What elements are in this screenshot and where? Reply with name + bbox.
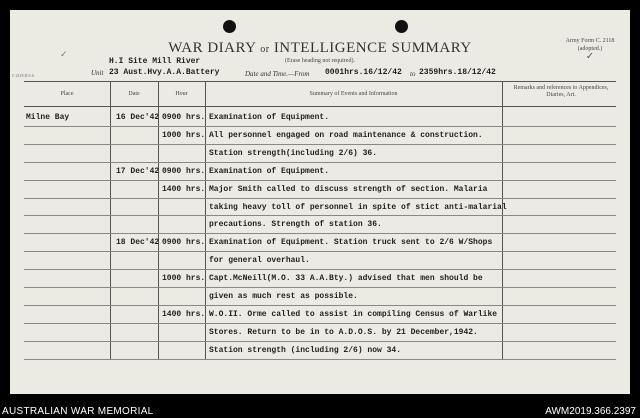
row-rule: [24, 198, 616, 199]
col-head-remarks: Remarks and references to Appendices, Diaries, Art.: [513, 85, 609, 98]
army-form-number: Army Form C. 2118: [565, 38, 615, 44]
title-war-diary: WAR DIARY: [168, 40, 256, 56]
col-sep-date: [158, 81, 159, 359]
date-to: 2359hrs.18/12/42: [419, 68, 496, 77]
title-intelligence-summary: INTELLIGENCE SUMMARY: [273, 40, 472, 56]
row-place: Milne Bay: [26, 113, 70, 122]
footer-accession-number: AWM2019.366.2397: [545, 406, 636, 417]
date-time-label: Date and Time.—From: [245, 70, 310, 78]
row-rule: [24, 251, 616, 252]
row-rule: [24, 180, 616, 181]
row-summary: Stores. Return to be in to A.D.O.S. by 21 December,1942.: [209, 327, 478, 337]
form-title: [10, 40, 630, 57]
row-date: 16 Dec'42: [116, 113, 160, 122]
row-hour: 1000 hrs.: [162, 130, 206, 140]
row-rule: [24, 215, 616, 216]
row-summary: taking heavy toll of personnel in spite of stict anti-malarial: [209, 202, 507, 212]
row-rule: [24, 323, 616, 324]
row-rule: [24, 126, 616, 127]
row-rule: [24, 359, 616, 360]
row-hour: 0900 hrs.: [162, 113, 206, 122]
army-form-block: [555, 37, 625, 61]
title-or: or: [260, 44, 270, 55]
row-summary: Major Smith called to discuss strength of section. Malaria: [209, 184, 488, 194]
col-head-summary: Summary of Events and Information: [309, 91, 398, 97]
form-subtitle: (Erase heading not required).: [285, 58, 355, 64]
unit-location: H.I Site Mill River: [109, 57, 201, 66]
unit-label: Unit: [91, 69, 104, 77]
to-label: to: [410, 70, 416, 78]
row-summary: Station strength(including 2/6) 36.: [209, 148, 378, 158]
row-date: 17 Dec'42: [116, 166, 160, 176]
row-summary: Examination of Equipment.: [209, 166, 330, 176]
row-hour: 1400 hrs.: [162, 184, 206, 194]
row-rule: [24, 162, 616, 163]
col-head-place: Place: [60, 91, 74, 97]
punch-hole-left: [223, 20, 236, 33]
col-sep-place: [110, 81, 111, 359]
row-summary: precautions. Strength of station 36.: [209, 220, 382, 230]
date-from: 0001hrs.16/12/42: [325, 68, 402, 77]
row-rule: [24, 305, 616, 306]
row-summary: for general overhaul.: [209, 256, 310, 266]
row-rule: [24, 144, 616, 145]
row-summary: All personnel engaged on road maintenance & construction.: [209, 130, 483, 140]
row-hour: 1000 hrs.: [162, 274, 206, 284]
pencil-mark-icon: ✓: [60, 50, 68, 60]
row-date: 18 Dec'42: [116, 238, 160, 248]
tick-mark-icon: ✓: [585, 51, 595, 62]
row-rule: [24, 287, 616, 288]
col-head-date: Date: [128, 91, 140, 97]
row-rule: [24, 269, 616, 270]
row-hour: 1400 hrs.: [162, 309, 206, 319]
row-hour: 0900 hrs.: [162, 238, 206, 248]
punch-hole-right: [395, 20, 408, 33]
row-summary: Examination of Equipment. Station truck sent to 2/6 W/Shops: [209, 238, 493, 248]
col-head-hour: Hour: [175, 91, 188, 97]
table-header-rule: [24, 106, 616, 107]
row-rule: [24, 233, 616, 234]
footer-institution: AUSTRALIAN WAR MEMORIAL: [2, 406, 154, 417]
army-form-note: (adopted.): [577, 46, 603, 52]
row-hour: 0900 hrs.: [162, 166, 206, 176]
col-sep-remarks: [502, 81, 503, 359]
table-top-rule: [24, 81, 616, 82]
diary-sheet: [10, 10, 630, 394]
row-summary: given as much rest as possible.: [209, 292, 358, 301]
form-code: C 2118 D.S.S.: [12, 73, 35, 78]
row-summary: Station strength (including 2/6) now 34.: [209, 345, 402, 355]
row-summary: Examination of Equipment.: [209, 113, 330, 122]
row-summary: W.O.II. Orme called to assist in compiling Census of Warlike: [209, 309, 498, 319]
unit-name: 23 Aust.Hvy.A.A.Battery: [109, 68, 220, 77]
row-summary: Capt.McNeill(M.O. 33 A.A.Bty.) advised that men should be: [209, 274, 483, 284]
row-rule: [24, 341, 616, 342]
